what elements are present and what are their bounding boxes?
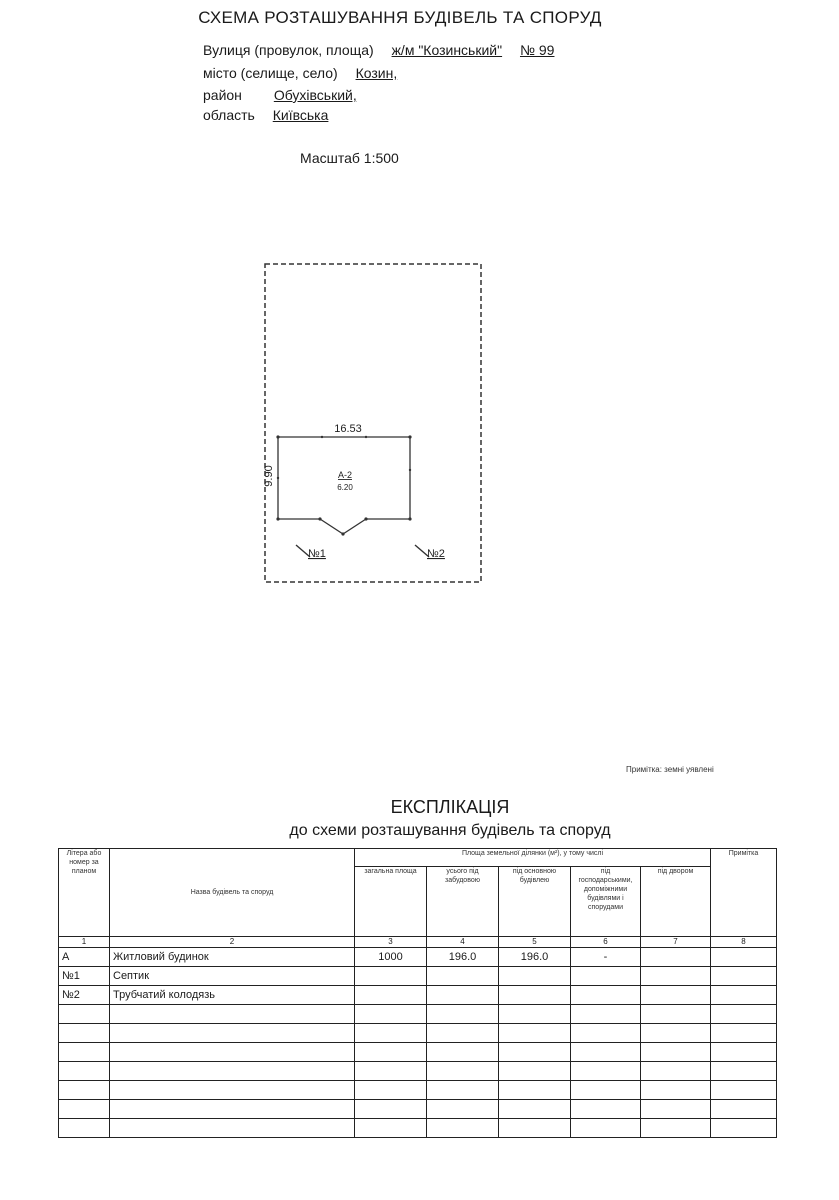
cell-note <box>711 967 777 986</box>
table-row <box>59 1119 777 1138</box>
cell-built <box>427 986 499 1005</box>
street-label: Вулиця (провулок, площа) <box>203 42 374 58</box>
cell-built <box>427 967 499 986</box>
cell-main <box>499 1005 571 1024</box>
explication-title: ЕКСПЛІКАЦІЯ <box>390 797 510 817</box>
cell-built <box>427 1100 499 1119</box>
cell-letter <box>59 1100 110 1119</box>
cell-name <box>110 1081 355 1100</box>
cell-name: Септик <box>110 967 355 986</box>
cell-total <box>355 967 427 986</box>
building-label: А-2 <box>337 470 353 480</box>
well1-label: №1 <box>308 548 326 560</box>
cell-total <box>355 1024 427 1043</box>
col-number: 5 <box>499 937 571 948</box>
col-number: 2 <box>110 937 355 948</box>
region-value: Київська <box>272 107 329 123</box>
explication-subtitle: до схеми розташування будівель та споруд <box>289 822 611 839</box>
cell-main <box>499 1043 571 1062</box>
note-text: Примітка: земні уявлені <box>626 765 714 774</box>
cell-aux <box>571 1043 641 1062</box>
cell-aux <box>571 986 641 1005</box>
cell-letter <box>59 1119 110 1138</box>
cell-note <box>711 1100 777 1119</box>
cell-yard <box>641 1100 711 1119</box>
cell-note <box>711 986 777 1005</box>
cell-aux <box>571 1005 641 1024</box>
table-row <box>59 1062 777 1081</box>
plot-boundary <box>265 264 481 582</box>
cell-aux <box>571 1081 641 1100</box>
cell-name: Трубчатий колодязь <box>110 986 355 1005</box>
header-built: усього під забудовою <box>427 867 499 937</box>
cell-yard <box>641 986 711 1005</box>
cell-total <box>355 1081 427 1100</box>
document-title: СХЕМА РОЗТАШУВАННЯ БУДІВЕЛЬ ТА СПОРУД <box>198 8 602 27</box>
cell-aux <box>571 967 641 986</box>
col-number: 4 <box>427 937 499 948</box>
cell-name <box>110 1062 355 1081</box>
district-label: район <box>203 87 242 103</box>
header-note: Примітка <box>711 849 777 937</box>
header-area-group: Площа земельної ділянки (м²), у тому числі <box>355 849 711 867</box>
cell-built <box>427 1043 499 1062</box>
table-row <box>59 1005 777 1024</box>
cell-total <box>355 986 427 1005</box>
cell-total <box>355 1005 427 1024</box>
cell-yard <box>641 1081 711 1100</box>
table-row <box>59 948 777 967</box>
cell-name <box>110 1024 355 1043</box>
district-value: Обухівський, <box>273 87 357 103</box>
cell-letter <box>59 1005 110 1024</box>
city-label: місто (селище, село) <box>203 65 338 81</box>
table-row <box>59 1100 777 1119</box>
cell-main <box>499 1100 571 1119</box>
cell-note <box>711 1081 777 1100</box>
region-label: область <box>203 107 255 123</box>
cell-note <box>711 1119 777 1138</box>
city-value: Козин, <box>355 65 398 81</box>
cell-built <box>427 1024 499 1043</box>
column-number-row <box>59 937 777 948</box>
cell-aux <box>571 1062 641 1081</box>
building-sublabel: 6.20 <box>337 483 353 492</box>
cell-total <box>355 1119 427 1138</box>
col-number: 6 <box>571 937 641 948</box>
cell-note <box>711 1043 777 1062</box>
table-row <box>59 986 777 1005</box>
cell-main <box>499 967 571 986</box>
cell-main <box>499 986 571 1005</box>
well2-label: №2 <box>427 548 445 560</box>
cell-main <box>499 1062 571 1081</box>
cell-name <box>110 1043 355 1062</box>
cell-letter <box>59 1081 110 1100</box>
cell-letter: №1 <box>59 967 110 986</box>
cell-yard <box>641 948 711 967</box>
cell-aux <box>571 1100 641 1119</box>
header-aux: під господарськими, допоміжними будівлями і спорудами <box>571 867 641 937</box>
street-value: ж/м "Козинський" <box>391 42 503 58</box>
cell-name <box>110 1119 355 1138</box>
height-dimension: 9.90 <box>263 465 275 487</box>
cell-main <box>499 1081 571 1100</box>
cell-yard <box>641 967 711 986</box>
cell-aux <box>571 1119 641 1138</box>
cell-main: 196.0 <box>499 948 571 967</box>
col-number: 3 <box>355 937 427 948</box>
cell-built <box>427 1119 499 1138</box>
cell-letter <box>59 1043 110 1062</box>
cell-aux: - <box>571 948 641 967</box>
cell-total <box>355 1062 427 1081</box>
scale-label: Масштаб 1:500 <box>300 150 399 166</box>
col-number: 8 <box>711 937 777 948</box>
cell-yard <box>641 1062 711 1081</box>
cell-name <box>110 1005 355 1024</box>
table-row <box>59 1043 777 1062</box>
cell-built: 196.0 <box>427 948 499 967</box>
width-dimension: 16.53 <box>334 423 362 435</box>
table-row <box>59 1081 777 1100</box>
cell-letter: №2 <box>59 986 110 1005</box>
header-main: під основною будівлею <box>499 867 571 937</box>
header-yard: під двором <box>641 867 711 937</box>
cell-built <box>427 1005 499 1024</box>
cell-aux <box>571 1024 641 1043</box>
cell-total: 1000 <box>355 948 427 967</box>
header-total: загальна площа <box>355 867 427 937</box>
cell-letter: А <box>59 948 110 967</box>
cell-built <box>427 1081 499 1100</box>
cell-yard <box>641 1119 711 1138</box>
house-number: № 99 <box>519 42 555 58</box>
cell-note <box>711 1062 777 1081</box>
cell-main <box>499 1119 571 1138</box>
cell-yard <box>641 1043 711 1062</box>
cell-note <box>711 948 777 967</box>
cell-note <box>711 1005 777 1024</box>
cell-name: Житловий будинок <box>110 948 355 967</box>
header-name: Назва будівель та споруд <box>110 849 355 937</box>
cell-main <box>499 1024 571 1043</box>
explication-table <box>58 848 777 1138</box>
header-letter: Літера або номер за планом <box>59 849 110 937</box>
cell-note <box>711 1024 777 1043</box>
cell-letter <box>59 1062 110 1081</box>
cell-total <box>355 1043 427 1062</box>
cell-total <box>355 1100 427 1119</box>
cell-letter <box>59 1024 110 1043</box>
table-row <box>59 967 777 986</box>
cell-name <box>110 1100 355 1119</box>
cell-yard <box>641 1024 711 1043</box>
table-row <box>59 1024 777 1043</box>
cell-built <box>427 1062 499 1081</box>
col-number: 7 <box>641 937 711 948</box>
cell-yard <box>641 1005 711 1024</box>
col-number: 1 <box>59 937 110 948</box>
